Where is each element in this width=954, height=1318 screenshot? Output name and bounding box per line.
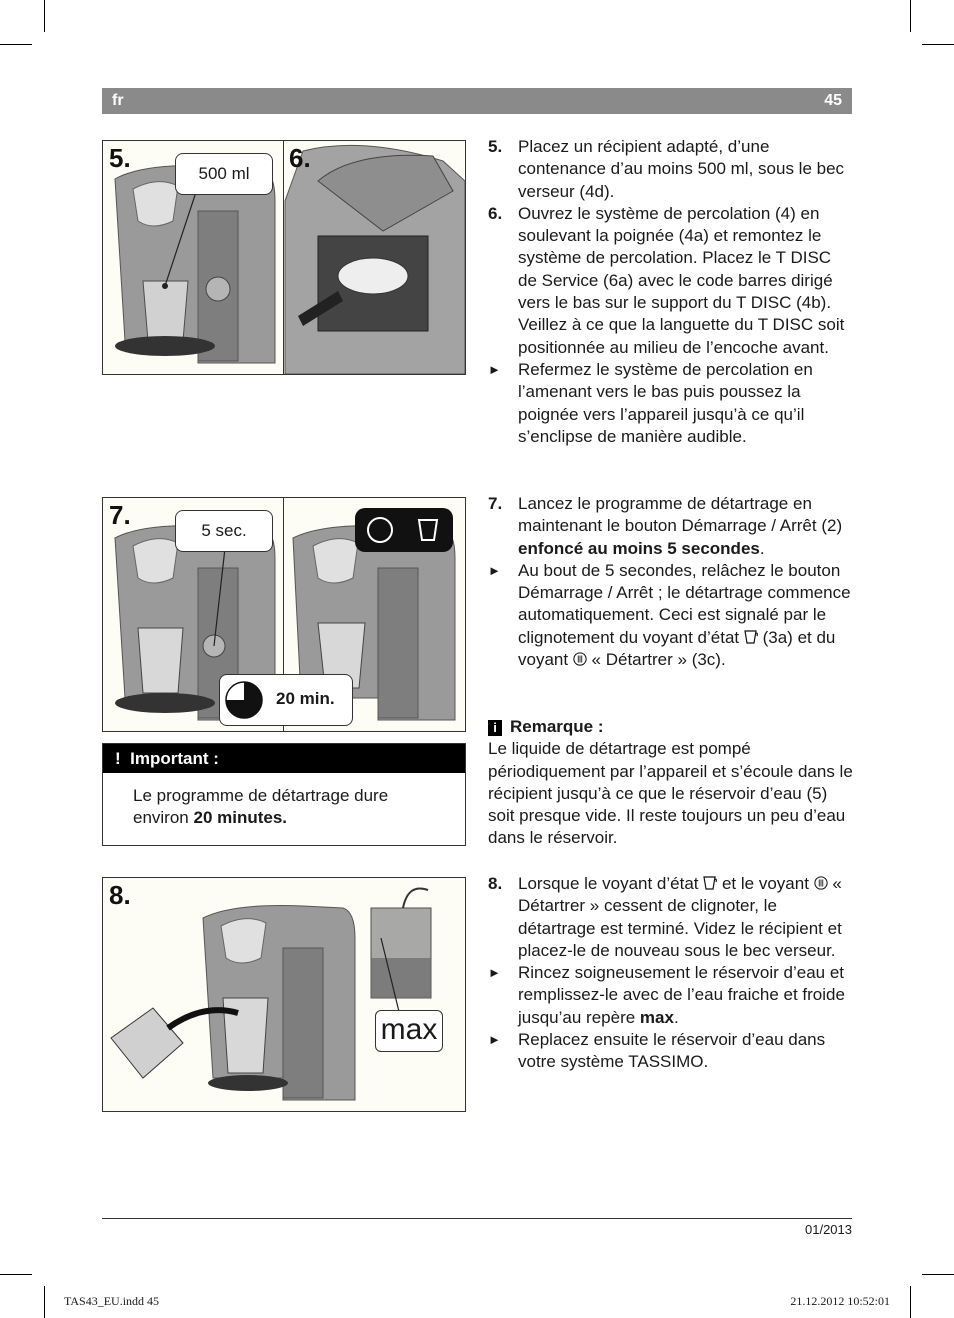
machine-illustration-8 — [103, 878, 465, 1111]
important-text: environ — [133, 808, 194, 827]
language-label: fr — [112, 92, 124, 109]
figure-steps-5-6 — [102, 140, 466, 375]
important-header — [103, 744, 465, 773]
duration-callout: 5 sec. — [175, 510, 273, 552]
close-brewer-item — [488, 359, 853, 448]
release-text-c: « Détartrer » (3c). — [591, 650, 726, 670]
step-5-number: 5. — [488, 137, 503, 156]
step-7-emphasis: enfoncé au moins 5 secondes — [518, 538, 760, 558]
crop-mark — [910, 1286, 911, 1318]
replace-tank-text: Replacez ensuite le réservoir d’eau dans votre système TASSIMO. — [518, 1030, 826, 1072]
rinse-max-emphasis: max — [639, 1007, 674, 1027]
bullet-arrow-icon: ► — [488, 361, 501, 377]
rinse-text-a: Rincez soigneusement le réservoir d’eau et remplissez-le avec de l’eau fraiche et froide jusqu’au repère — [518, 963, 845, 1027]
warning-icon: ! — [115, 749, 121, 768]
step-8-number: 8. — [488, 874, 503, 893]
release-text-b: (3a) et du voyant — [518, 627, 836, 670]
footer-rule — [102, 1218, 852, 1219]
step-6-text: Ouvrez le système de percolation (4) en soulevant la poignée (4a) et remontez le système de percolation. Placez le T DISC de Service (6a) avec le code barres dirigé vers le bas sur le support du T DISC (4b). Veillez à ce que la languette du T DISC soit positionnée au milieu de l’encoche avant. — [518, 203, 845, 357]
rinse-text-b: . — [673, 1007, 679, 1027]
release-text-a: Au bout de 5 secondes, relâchez le bouton Démarrage / Arrêt ; le détartrage commence automatiquement. Ceci est signalé par le clignotement du voyant d’état — [518, 560, 851, 647]
close-brewer-text: Refermez le système de percolation en l’amenant vers le bas puis poussez la poignée vers l’appareil jusqu’à ce qu’il s’enclipse de manière audible. — [518, 359, 813, 446]
step-7-item — [488, 493, 853, 560]
crop-mark — [0, 1274, 32, 1275]
important-box — [102, 743, 466, 846]
important-body — [103, 773, 465, 829]
important-title: Important : — [130, 749, 219, 768]
step-8-text-c: « Détartrer » cessent de clignoter, le détartrage est terminé. Videz le récipient et placez-le de nouveau sous le bec verseur. — [518, 874, 842, 960]
step-7-text — [488, 493, 853, 671]
crop-mark — [922, 1274, 954, 1275]
cup-status-icon — [703, 875, 717, 891]
step-8-text — [488, 873, 853, 1074]
step-8-text-b: et le voyant — [721, 874, 814, 893]
descale-icon — [573, 651, 587, 667]
print-slug-file: TAS43_EU.indd 45 — [64, 1294, 160, 1308]
step-8-text-a: Lorsque le voyant d’état — [518, 874, 704, 893]
step-label-6: 6. — [289, 143, 311, 173]
step-7-text-a: Lancez le programme de détartrage en maintenant le bouton Démarrage / Arrêt (2) — [518, 494, 843, 536]
crop-mark — [44, 1286, 45, 1318]
step-6-item — [488, 203, 853, 359]
timer-label: 20 min. — [276, 689, 335, 708]
crop-mark — [922, 44, 954, 45]
figure-divider — [283, 141, 284, 374]
figure-step-8 — [102, 877, 466, 1112]
page-header — [102, 88, 852, 114]
page-number: 45 — [824, 92, 842, 109]
step-5-text: Placez un récipient adapté, d’une contenance d’au moins 500 ml, sous le bec verseur (4d). — [518, 137, 845, 201]
important-duration: 20 minutes. — [193, 808, 288, 827]
step-6-number: 6. — [488, 203, 503, 223]
footer-date: 01/2013 — [805, 1222, 852, 1237]
step-8-item — [488, 873, 853, 962]
crop-mark — [910, 0, 911, 32]
timer-icon — [224, 680, 264, 720]
release-button-item — [488, 560, 853, 671]
step-label-5: 5. — [109, 143, 131, 173]
important-line-2 — [133, 807, 465, 829]
step-label-8: 8. — [109, 880, 131, 910]
max-mark-label: max — [375, 1010, 443, 1052]
important-line-1: Le programme de détartrage dure — [133, 786, 389, 805]
note-header — [488, 716, 853, 738]
crop-mark — [0, 44, 32, 45]
step-7-text-b: . — [759, 538, 765, 558]
bullet-arrow-icon: ► — [488, 1032, 501, 1048]
machine-illustration-5 — [103, 141, 465, 374]
step-5-item — [488, 136, 853, 203]
rinse-tank-item — [488, 962, 853, 1029]
descale-icon — [814, 875, 828, 891]
crop-mark — [44, 0, 45, 32]
bullet-arrow-icon: ► — [488, 965, 501, 981]
info-icon: i — [488, 720, 502, 736]
cup-status-icon — [744, 629, 758, 645]
note-body: Le liquide de détartrage est pompé périodiquement par l’appareil et s’écoule dans le récipient jusqu’à ce que le réservoir d’eau (5) soit presque vide. Il reste toujours un peu d’eau dans le réservoir. — [488, 739, 853, 848]
step-7-number: 7. — [488, 494, 503, 513]
replace-tank-item — [488, 1029, 853, 1074]
steps-5-6-text — [488, 136, 853, 448]
note-title: Remarque : — [510, 717, 604, 736]
volume-callout: 500 ml — [175, 153, 273, 195]
timer-callout — [219, 674, 353, 726]
print-slug-timestamp: 21.12.2012 10:52:01 — [790, 1294, 890, 1308]
note-block — [488, 716, 853, 850]
figure-step-7 — [102, 497, 466, 732]
step-label-7: 7. — [109, 500, 131, 530]
bullet-arrow-icon: ► — [488, 562, 501, 578]
